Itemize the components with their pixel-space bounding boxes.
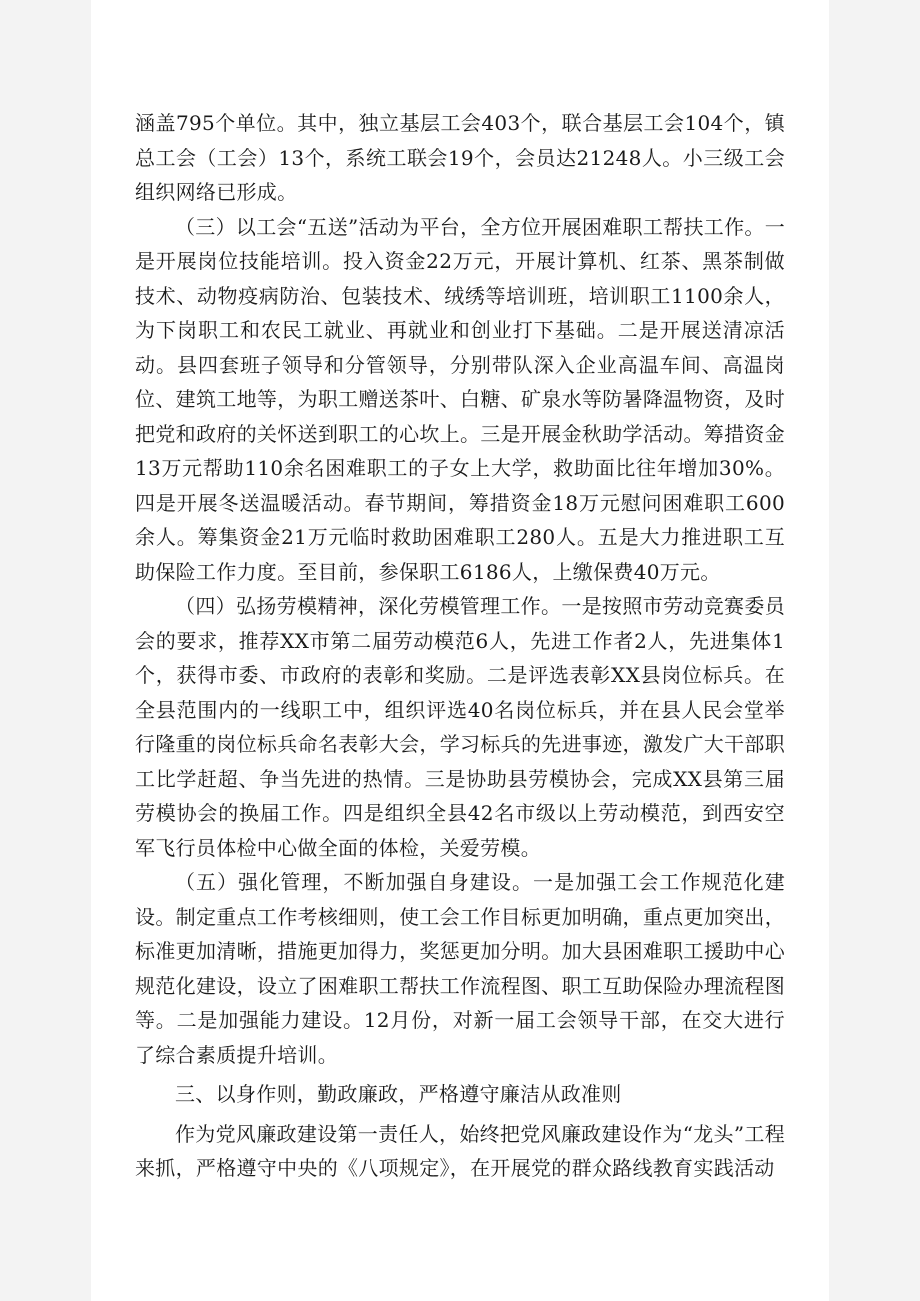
document-page xyxy=(91,0,829,1301)
paragraph-section-four: （四）弘扬劳模精神，深化劳模管理工作。一是按照市劳动竞赛委员会的要求，推荐XX市第二届劳动模范6人，先进工作者2人，先进集体1个，获得市委、市政府的表彰和奖励。二是评选表彰XX县岗位标兵。在全县范围内的一线职工中，组织评选40名岗位标兵，并在县人民会堂举行隆重的岗位标兵命名表彰大会，学习标兵的先进事迹，激发广大干部职工比学赶超、争当先进的热情。三是协助县劳模协会，完成XX县第三届劳模协会的换届工作。四是组织全县42名市级以上劳动模范，到西安空军飞行员体检中心做全面的体检，关爱劳模。 xyxy=(135,594,785,860)
paragraph-section-five: （五）强化管理，不断加强自身建设。一是加强工会工作规范化建设。制定重点工作考核细则，使工会工作目标更加明确，重点更加突出，标准更加清晰，措施更加得力，奖惩更加分明。加大县困难职工援助中心规范化建设，设立了困难职工帮扶工作流程图、职工互助保险办理流程图等。二是加强能力建设。12月份，对新一届工会领导干部，在交大进行了综合素质提升培训。 xyxy=(135,870,785,1067)
paragraph-closing: 作为党风廉政建设第一责任人，始终把党风廉政建设作为“龙头”工程来抓，严格遵守中央的《八项规定》，在开展党的群众路线教育实践活动 xyxy=(135,1121,785,1180)
paragraph-union-coverage: 涵盖795个单位。其中，独立基层工会403个，联合基层工会104个，镇总工会（工会）13个，系统工联会19个，会员达21248人。小三级工会组织网络已形成。 xyxy=(135,111,785,204)
paragraph-section-three: （三）以工会“五送”活动为平台，全方位开展困难职工帮扶工作。一是开展岗位技能培训。投入资金22万元，开展计算机、红茶、黑茶制做技术、动物疫病防治、包装技术、绒绣等培训班，培训职工1100余人，为下岗职工和农民工就业、再就业和创业打下基础。二是开展送清凉活动。县四套班子领导和分管领导，分别带队深入企业高温车间、高温岗位、建筑工地等，为职工赠送茶叶、白糖、矿泉水等防暑降温物资，及时把党和政府的关怀送到职工的心坎上。三是开展金秋助学活动。筹措资金13万元帮助110余名困难职工的子女上大学，救助面比往年增加30%。四是开展冬送温暖活动。春节期间，筹措资金18万元慰问困难职工600余人。筹集资金21万元临时救助困难职工280人。五是大力推进职工互助保险工作力度。至目前，参保职工6186人，上缴保费40万元。 xyxy=(135,214,785,584)
section-heading: 三、以身作则，勤政廉政，严格遵守廉洁从政准则 xyxy=(175,1082,622,1106)
